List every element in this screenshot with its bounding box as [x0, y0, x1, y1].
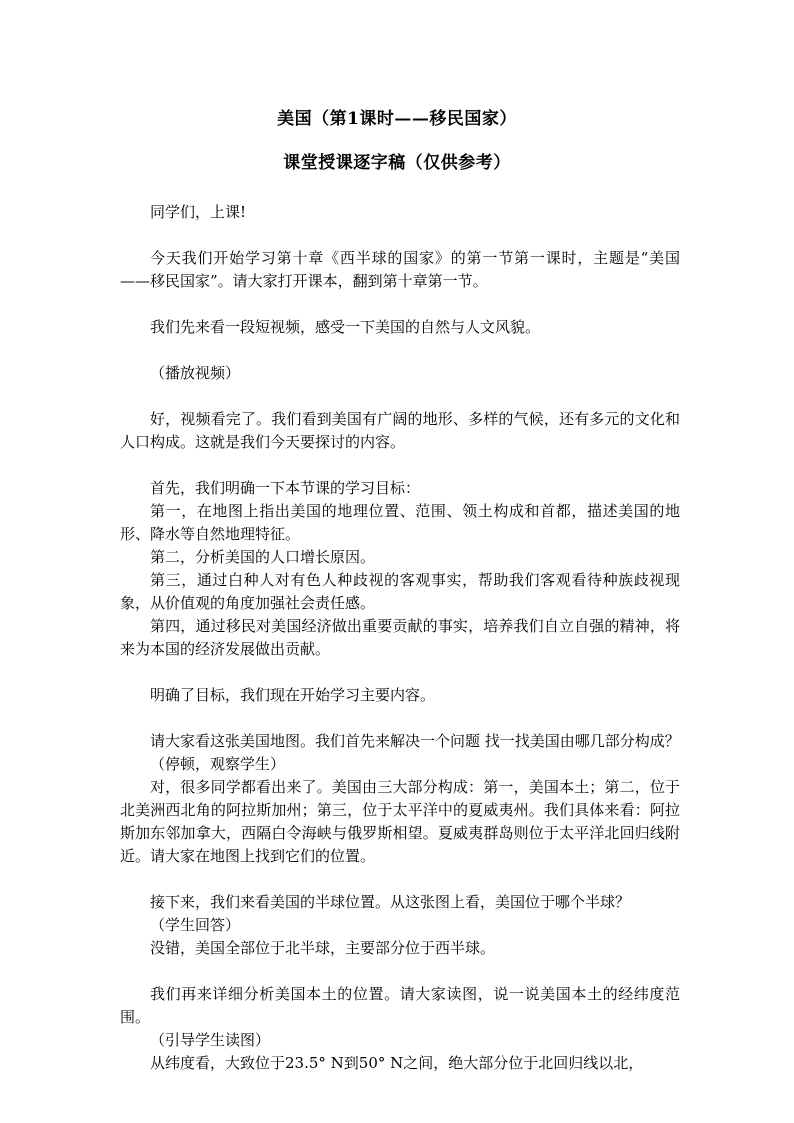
paragraph-latlong-question: 我们再来详细分析美国本土的位置。请大家读图，说一说美国本土的经纬度范围。	[120, 985, 680, 1026]
paragraph-hemisphere-answer: 没错，美国全部位于北半球，主要部分位于西半球。	[150, 939, 496, 957]
paragraph-greeting: 同学们，上课!	[150, 203, 247, 221]
document-subtitle: 课堂授课逐字稿（仅供参考）	[283, 153, 511, 173]
paragraph-objectives-lead: 首先，我们明确一下本节课的学习目标：	[150, 479, 421, 497]
paragraph-three-parts: 对，很多同学都看出来了。美国由三大部分构成：第一，美国本土；第二，位于北美洲西北角的阿拉斯加州；第三，位于太平洋中的夏威夷州。我们具体来看：阿拉斯加东邻加拿大，西隔白令海峡与俄罗斯相望。夏威夷群岛则位于太平洋北回归线附近。请大家在地图上找到它们的位置。	[120, 778, 680, 865]
paragraph-latitude: 从纬度看，大致位于23.5° N到50° N之间，绝大部分位于北回归线以北，	[150, 1054, 644, 1072]
paragraph-intro: 今天我们开始学习第十章《西半球的国家》的第一节第一课时，主题是“美国——移民国家”。请大家打开课本，翻到第十章第一节。	[120, 249, 680, 290]
paragraph-video-summary: 好，视频看完了。我们看到美国有广阔的地形、多样的气候，还有多元的文化和人口构成。这就是我们今天要探讨的内容。	[120, 410, 680, 451]
paragraph-pause-note: （停顿，观察学生）	[150, 755, 286, 773]
document-title: 美国（第1课时——移民国家）	[277, 109, 517, 129]
paragraph-hemisphere-question: 接下来，我们来看美国的半球位置。从这张图上看，美国位于哪个半球？	[150, 893, 631, 911]
paragraph-objective-2: 第二，分析美国的人口增长原因。	[150, 548, 376, 566]
paragraph-video-lead: 我们先来看一段短视频，感受一下美国的自然与人文风貌。	[150, 318, 541, 336]
paragraph-guide-note: （引导学生读图）	[150, 1031, 271, 1049]
document-body	[120, 201, 680, 1075]
paragraph-start-content: 明确了目标，我们现在开始学习主要内容。	[150, 686, 436, 704]
paragraph-play-video: （播放视频）	[150, 364, 241, 382]
paragraph-map-question: 请大家看这张美国地图。我们首先来解决一个问题 找一找美国由哪几部分构成？	[150, 732, 680, 750]
paragraph-objective-4: 第四，通过移民对美国经济做出重要贡献的事实，培养我们自立自强的精神，将来为本国的经济发展做出贡献。	[120, 617, 680, 658]
paragraph-objective-1: 第一，在地图上指出美国的地理位置、范围、领土构成和首都，描述美国的地形、降水等自然地理特征。	[120, 502, 680, 543]
paragraph-student-answer: （学生回答）	[150, 916, 241, 934]
paragraph-objective-3: 第三，通过白种人对有色人种歧视的客观事实，帮助我们客观看待种族歧视现象，从价值观的角度加强社会责任感。	[120, 571, 680, 612]
